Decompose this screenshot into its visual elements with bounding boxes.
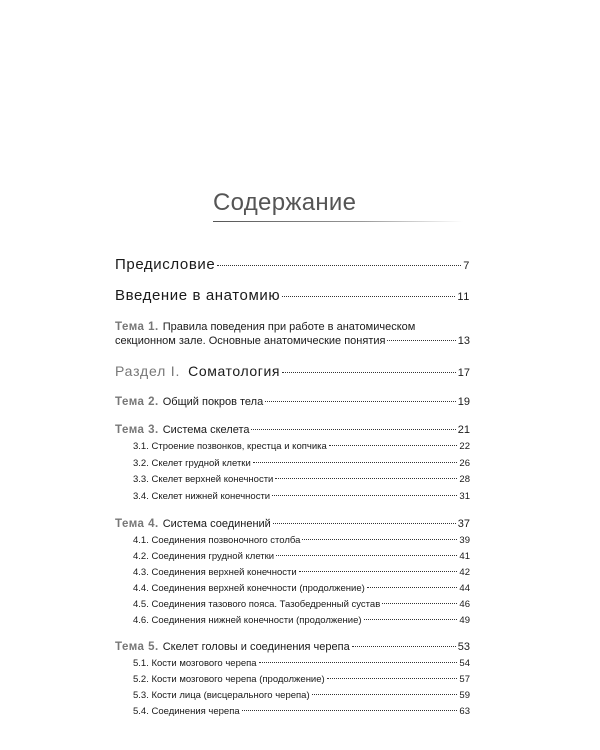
toc-subentry-5-3[interactable]	[133, 690, 470, 701]
toc-subentry-4-2[interactable]	[133, 551, 470, 562]
subentry-label: 5.3. Кости лица (висцерального черепа)	[133, 690, 310, 701]
subentry-page: 26	[459, 458, 470, 469]
topic-1-line-1	[115, 320, 470, 334]
subentry-label: 3.1. Строение позвонков, крестца и копчика	[133, 441, 327, 452]
toc-entry-topic-2[interactable]	[115, 396, 470, 408]
subentry-label: 4.1. Соединения позвоночного столба	[133, 535, 301, 546]
toc-subentry-4-3[interactable]	[133, 567, 470, 578]
toc-subentry-3-2[interactable]	[133, 458, 470, 469]
entry-label-line-1: Правила поведения при работе в анатомическом	[162, 321, 416, 333]
dot-leader	[302, 539, 457, 540]
toc-entry-topic-4[interactable]	[115, 518, 470, 530]
toc-entry-topic-5[interactable]	[115, 641, 470, 653]
subentry-label: 4.3. Соединения верхней конечности	[133, 567, 297, 578]
toc-subentry-3-4[interactable]	[133, 491, 470, 502]
dot-leader	[367, 587, 458, 588]
entry-label: Система соединений	[162, 518, 271, 530]
dot-leader	[364, 619, 458, 620]
subentry-page: 39	[459, 535, 470, 546]
toc-entry-topic-3[interactable]	[115, 424, 470, 436]
entry-page: 7	[463, 260, 470, 272]
subentry-page: 54	[459, 658, 470, 669]
subentry-label: 4.5. Соединения тазового пояса. Тазобедренный сустав	[133, 599, 381, 610]
entry-page: 37	[457, 518, 470, 530]
dot-leader	[387, 340, 455, 341]
dot-leader	[273, 523, 456, 524]
subentry-page: 59	[459, 690, 470, 701]
dot-leader	[253, 462, 458, 463]
dot-leader	[276, 555, 457, 556]
subentry-page: 28	[459, 474, 470, 485]
section-keyword: Раздел I.	[115, 363, 181, 379]
subentry-page: 42	[459, 567, 470, 578]
dot-leader	[242, 710, 458, 711]
subentry-label: 3.4. Скелет нижней конечности	[133, 491, 271, 502]
toc-subentry-5-1[interactable]	[133, 658, 470, 669]
subentry-label: 4.6. Соединения нижней конечности (продолжение)	[133, 615, 362, 626]
toc-subentry-3-1[interactable]	[133, 441, 470, 452]
subentry-page: 46	[459, 599, 470, 610]
dot-leader	[251, 429, 455, 430]
entry-page: 11	[457, 291, 470, 303]
dot-leader	[272, 495, 457, 496]
topic-1-line-2	[115, 334, 470, 348]
entry-page: 19	[457, 396, 470, 408]
dot-leader	[275, 478, 457, 479]
title-underline	[213, 221, 463, 222]
toc-entry-section-1[interactable]	[115, 363, 470, 381]
entry-label: Система скелета	[162, 424, 250, 436]
toc-subentry-4-4[interactable]	[133, 583, 470, 594]
dot-leader	[217, 265, 461, 266]
topic-keyword: Тема 5.	[115, 641, 159, 653]
toc-heading	[213, 189, 473, 222]
dot-leader	[259, 662, 458, 663]
entry-label: Скелет головы и соединения черепа	[162, 641, 350, 653]
dot-leader	[327, 678, 458, 679]
subentry-label: 4.4. Соединения верхней конечности (продолжение)	[133, 583, 365, 594]
dot-leader	[265, 401, 456, 402]
dot-leader	[282, 372, 456, 373]
subentry-page: 22	[459, 441, 470, 452]
dot-leader	[329, 445, 458, 446]
subentry-page: 63	[459, 706, 470, 717]
subentry-label: 3.3. Скелет верхней конечности	[133, 474, 274, 485]
subentry-page: 31	[459, 491, 470, 502]
subentry-label: 5.4. Соединения черепа	[133, 706, 240, 717]
dot-leader	[312, 694, 458, 695]
toc-subentry-3-3[interactable]	[133, 474, 470, 485]
entry-label: Введение в анатомию	[115, 287, 281, 304]
subentry-label: 3.2. Скелет грудной клетки	[133, 458, 251, 469]
entry-label-line-2: секционном зале. Основные анатомические понятия	[115, 335, 386, 347]
toc-subentry-4-6[interactable]	[133, 615, 470, 626]
topic-keyword: Тема 1.	[115, 321, 159, 333]
dot-leader	[282, 296, 455, 297]
dot-leader	[352, 646, 456, 647]
toc-subentry-4-5[interactable]	[133, 599, 470, 610]
page-title: Содержание	[213, 189, 357, 216]
toc-subentry-5-4[interactable]	[133, 706, 470, 717]
toc-entry-intro[interactable]	[115, 287, 470, 304]
topic-keyword: Тема 3.	[115, 424, 159, 436]
subentry-label: 5.1. Кости мозгового черепа	[133, 658, 257, 669]
toc-entry-topic-1[interactable]	[115, 320, 470, 348]
dot-leader	[382, 603, 457, 604]
toc-entry-preface[interactable]	[115, 256, 470, 273]
subentry-label: 4.2. Соединения грудной клетки	[133, 551, 275, 562]
subentry-page: 44	[459, 583, 470, 594]
entry-label: Общий покров тела	[162, 396, 264, 408]
toc-subentry-4-1[interactable]	[133, 535, 470, 546]
entry-label: Предисловие	[115, 256, 216, 273]
entry-label: Соматология	[188, 363, 281, 379]
topic-keyword: Тема 2.	[115, 396, 159, 408]
entry-page: 13	[457, 335, 470, 347]
subentry-page: 57	[459, 674, 470, 685]
dot-leader	[299, 571, 458, 572]
topic-keyword: Тема 4.	[115, 518, 159, 530]
entry-page: 21	[457, 424, 470, 436]
toc-subentry-5-2[interactable]	[133, 674, 470, 685]
subentry-page: 49	[459, 615, 470, 626]
entry-page: 53	[457, 641, 470, 653]
subentry-page: 41	[459, 551, 470, 562]
entry-page: 17	[457, 367, 470, 379]
subentry-label: 5.2. Кости мозгового черепа (продолжение)	[133, 674, 325, 685]
